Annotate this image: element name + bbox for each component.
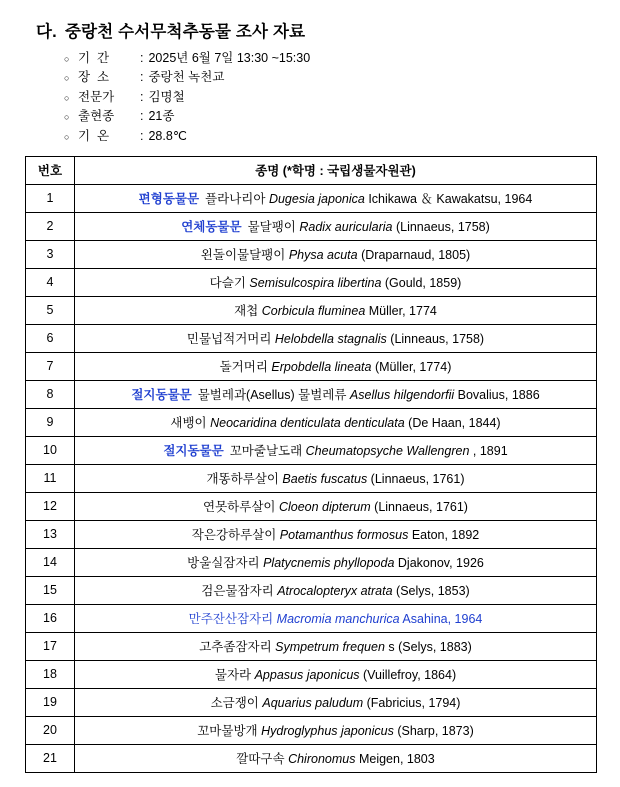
cell-no: 11 [26, 464, 75, 492]
title-text: 중랑천 수서무척추동물 조사 자료 [64, 23, 306, 41]
scientific-name: Dugesia japonica [268, 192, 365, 206]
scientific-name: Helobdella stagnalis [274, 332, 387, 346]
species-name-wrap [201, 581, 469, 599]
species-name-wrap [206, 469, 464, 487]
author-citation: (Sharp, 1873) [397, 724, 474, 738]
table-row [26, 548, 597, 576]
meta-separator: : [140, 89, 144, 104]
scientific-name: Appasus japonicus [254, 668, 360, 682]
cell-no: 19 [26, 688, 75, 716]
species-name-wrap [139, 189, 533, 207]
meta-item [64, 87, 596, 107]
species-name-wrap [234, 301, 437, 319]
cell-no: 18 [26, 660, 75, 688]
species-name-wrap [197, 721, 474, 739]
cell-species-name [75, 436, 597, 464]
author-citation: Eaton, 1892 [411, 528, 480, 542]
title-marker: 다. [36, 23, 57, 41]
korean-name: 방울실잠자리 [187, 556, 260, 570]
phylum-label: 절지동물문 [163, 444, 224, 458]
circle-bullet-icon: ○ [64, 131, 70, 142]
author-citation: (Müller, 1774) [374, 360, 452, 374]
cell-species-name [75, 632, 597, 660]
meta-separator: : [140, 109, 144, 123]
author-citation: Djakonov, 1926 [397, 556, 484, 570]
meta-item [64, 126, 596, 146]
table-row [26, 380, 597, 408]
cell-no: 15 [26, 576, 75, 604]
cell-no: 14 [26, 548, 75, 576]
table-header-row [26, 156, 597, 184]
author-citation: (Linnaeus, 1761) [370, 472, 465, 486]
circle-bullet-icon: ○ [64, 73, 70, 83]
scientific-name: Aquarius paludum [262, 696, 364, 710]
author-citation: (Linnaeus, 1761) [374, 500, 468, 514]
cell-species-name [75, 184, 597, 212]
scientific-name: Neocaridina denticulata denticulata [210, 416, 405, 430]
cell-species-name [75, 212, 597, 240]
table-row [26, 212, 597, 240]
scientific-name: Macromia manchurica [276, 612, 400, 626]
cell-species-name [75, 380, 597, 408]
korean-name: 돌거머리 [219, 360, 268, 374]
scientific-name: Baetis fuscatus [282, 472, 368, 486]
meta-value: 2025년 6월 7일 13:30 ~15:30 [148, 50, 311, 65]
meta-item [64, 107, 596, 127]
table-row [26, 184, 597, 212]
korean-name: 물벌레과(Asellus) 물벌레류 [197, 388, 347, 402]
table-row [26, 240, 597, 268]
circle-bullet-icon: ○ [64, 112, 70, 122]
scientific-name: Cloeon dipterum [278, 500, 371, 514]
korean-name: 플라나리아 [205, 192, 266, 206]
cell-species-name [75, 352, 597, 380]
korean-name: 작은강하루살이 [191, 528, 277, 542]
circle-bullet-icon: ○ [64, 92, 70, 103]
korean-name: 만주잔산잠자리 [188, 612, 274, 626]
scientific-name: Atrocalopteryx atrata [277, 584, 393, 598]
korean-name: 개똥하루살이 [206, 472, 279, 486]
cell-no: 13 [26, 520, 75, 548]
meta-label: 장 소 [78, 70, 110, 84]
meta-label: 전문가 [78, 89, 115, 104]
cell-species-name [75, 576, 597, 604]
korean-name: 검은물잠자리 [201, 584, 274, 598]
meta-value: 21종 [148, 109, 175, 123]
table-row [26, 492, 597, 520]
korean-name: 깔따구속 [236, 752, 285, 766]
species-name-wrap [170, 413, 500, 431]
scientific-name: Radix auricularia [299, 220, 393, 234]
cell-species-name [75, 324, 597, 352]
author-citation: (Draparnaud, 1805) [361, 248, 471, 262]
header-no: 번호 [26, 156, 75, 184]
scientific-name: Platycnemis phyllopoda [263, 556, 395, 570]
species-name-wrap [187, 553, 484, 571]
table-row [26, 352, 597, 380]
meta-value: 중랑천 녹천교 [148, 70, 225, 84]
scientific-name: Hydroglyphus japonicus [261, 724, 394, 738]
table-row [26, 604, 597, 632]
cell-no: 2 [26, 212, 75, 240]
korean-name: 왼돌이물달팽이 [200, 248, 286, 262]
author-citation: (Gould, 1859) [384, 276, 462, 290]
author-citation: Müller, 1774 [368, 304, 437, 318]
phylum-label: 절지동물문 [131, 388, 192, 402]
scientific-name: Cheumatopsyche Wallengren [305, 444, 470, 458]
korean-name: 꼬마줄날도래 [229, 444, 303, 458]
author-citation: (Fabricius, 1794) [366, 696, 461, 710]
author-citation: Ichikawa ＆ Kawakatsu, 1964 [368, 192, 533, 206]
meta-label: 기 온 [78, 128, 110, 143]
page-title [36, 18, 596, 42]
scientific-name: Erpobdella lineata [271, 360, 372, 374]
meta-value: 김명철 [148, 89, 185, 104]
cell-no: 10 [26, 436, 75, 464]
species-name-wrap [199, 637, 472, 655]
table-row [26, 324, 597, 352]
table-row [26, 268, 597, 296]
scientific-name: Semisulcospira libertina [249, 276, 382, 290]
circle-bullet-icon: ○ [64, 53, 70, 64]
cell-species-name [75, 240, 597, 268]
species-name-wrap [210, 273, 462, 291]
table-row [26, 408, 597, 436]
korean-name: 꼬마물방개 [197, 724, 258, 738]
table-row [26, 520, 597, 548]
table-row [26, 576, 597, 604]
korean-name: 고추좀잠자리 [199, 640, 272, 654]
author-citation: (Selys, 1853) [396, 584, 470, 598]
species-name-wrap [236, 749, 434, 767]
author-citation: Meigen, 1803 [358, 752, 435, 766]
species-table [25, 156, 597, 773]
scientific-name: Potamanthus formosus [279, 528, 409, 542]
cell-species-name [75, 716, 597, 744]
cell-species-name [75, 464, 597, 492]
meta-item [64, 48, 596, 68]
korean-name: 연못하루살이 [203, 500, 276, 514]
table-row [26, 716, 597, 744]
scientific-name: Asellus hilgendorfii [349, 388, 455, 402]
cell-no: 3 [26, 240, 75, 268]
korean-name: 민물넙적거머리 [186, 332, 272, 346]
korean-name: 다슬기 [209, 276, 246, 290]
cell-species-name [75, 268, 597, 296]
species-name-wrap [187, 329, 484, 347]
cell-no: 21 [26, 744, 75, 772]
table-row [26, 436, 597, 464]
author-citation: (De Haan, 1844) [408, 416, 501, 430]
species-name-wrap [192, 525, 479, 543]
species-name-wrap [203, 497, 468, 515]
meta-label: 기 간 [78, 50, 110, 65]
korean-name: 물자라 [214, 668, 252, 682]
table-row [26, 296, 597, 324]
species-table-body [26, 184, 597, 772]
meta-separator: : [140, 70, 144, 84]
cell-species-name [75, 744, 597, 772]
cell-no: 4 [26, 268, 75, 296]
cell-species-name [75, 604, 597, 632]
korean-name: 물달팽이 [247, 220, 296, 234]
species-name-wrap [220, 357, 452, 375]
species-name-wrap [131, 385, 539, 403]
meta-label: 출현종 [78, 109, 115, 123]
cell-species-name [75, 492, 597, 520]
scientific-name: Corbicula fluminea [261, 304, 366, 318]
meta-separator: : [140, 50, 144, 65]
korean-name: 재첩 [234, 304, 259, 318]
species-name-wrap [215, 665, 456, 683]
cell-no: 1 [26, 184, 75, 212]
species-name-wrap [189, 609, 483, 627]
cell-no: 9 [26, 408, 75, 436]
cell-no: 6 [26, 324, 75, 352]
species-name-wrap [163, 441, 507, 459]
cell-species-name [75, 408, 597, 436]
author-citation: , 1891 [472, 444, 508, 458]
cell-no: 12 [26, 492, 75, 520]
author-citation: (Vuillefroy, 1864) [363, 668, 457, 682]
cell-no: 5 [26, 296, 75, 324]
phylum-label: 편형동물문 [138, 192, 200, 206]
cell-species-name [75, 520, 597, 548]
cell-no: 17 [26, 632, 75, 660]
scientific-name: Sympetrum frequen [275, 640, 385, 654]
cell-no: 20 [26, 716, 75, 744]
cell-no: 16 [26, 604, 75, 632]
meta-item [64, 68, 596, 88]
table-row [26, 632, 597, 660]
table-row [26, 744, 597, 772]
species-name-wrap [181, 217, 490, 235]
table-row [26, 660, 597, 688]
header-name: 종명 (*학명 : 국립생물자원관) [75, 156, 597, 184]
author-citation: Asahina, 1964 [402, 612, 483, 626]
author-citation: Bovalius, 1886 [457, 388, 540, 402]
table-row [26, 688, 597, 716]
meta-value: 28.8℃ [148, 128, 187, 143]
survey-metadata-list [24, 48, 596, 146]
phylum-label: 연체동물문 [181, 220, 242, 234]
species-name-wrap [211, 693, 461, 711]
scientific-name: Chironomus [288, 752, 356, 766]
cell-species-name [75, 688, 597, 716]
author-citation: (Linneaus, 1758) [390, 332, 485, 346]
species-name-wrap [201, 245, 470, 263]
cell-no: 8 [26, 380, 75, 408]
cell-species-name [75, 296, 597, 324]
author-citation: (Linnaeus, 1758) [395, 220, 490, 234]
meta-separator: : [140, 128, 144, 143]
table-row [26, 464, 597, 492]
cell-species-name [75, 660, 597, 688]
cell-species-name [75, 548, 597, 576]
author-citation: s (Selys, 1883) [388, 640, 472, 654]
scientific-name: Physa acuta [288, 248, 358, 262]
cell-no: 7 [26, 352, 75, 380]
korean-name: 새뱅이 [170, 416, 207, 430]
korean-name: 소금쟁이 [210, 696, 259, 710]
